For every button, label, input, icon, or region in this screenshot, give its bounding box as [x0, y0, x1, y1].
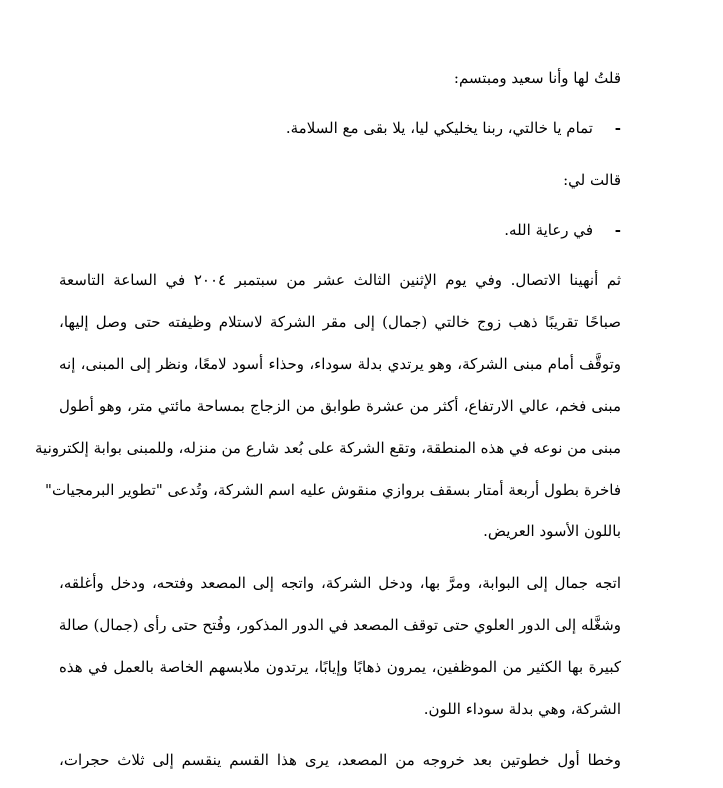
dialogue-line: قالت لي: — [563, 171, 621, 189]
dialogue-bullet: تمام يا خالتي، ربنا يخليكي ليا، يلا بقى مع السلامة. — [285, 119, 593, 137]
paragraph-line: باللون الأسود العريض. — [483, 522, 621, 540]
paragraph-line: اتجه جمال إلى البوابة، ومرَّ بها، ودخل الشركة، واتجه إلى المصعد وفتحه، ودخل وأغلقه، — [59, 574, 621, 592]
paragraph-line: كبيرة بها الكثير من الموظفين، يمرون ذهابًا وإيابًا، يرتدون ملابسهم الخاصة بالعمل في هذه — [59, 658, 621, 676]
bullet-dash: - — [614, 221, 621, 239]
paragraph-line: وشغَّله إلى الدور العلوي حتى توقف المصعد في الدور المذكور، وفُتح حتى رأى (جمال) صالة — [58, 616, 621, 634]
paragraph-line: الشركة، وهي بدلة سوداء اللون. — [423, 700, 621, 718]
paragraph-line: مبنى فخم، عالي الارتفاع، أكثر من عشرة طوابق من الزجاج بمساحة مائتي متر، وهو أطول — [59, 397, 621, 415]
paragraph-line: مبنى من نوعه في هذه المنطقة، وتقع الشركة على بُعد شارع من منزله، وللمبنى بوابة إلكترونية — [35, 439, 621, 457]
paragraph-line: فاخرة بطول أربعة أمتار بسقف بروازي منقوش عليه اسم الشركة، وتُدعى "تطوير البرمجيات" — [45, 481, 621, 499]
paragraph-line: ثم أنهينا الاتصال. وفي يوم الإثنين الثالث عشر من سبتمبر ٢٠٠٤ في الساعة التاسعة — [59, 271, 621, 289]
paragraph-line: وتوقَّف أمام مبنى الشركة، وهو يرتدي بدلة سوداء، وحذاء أسود لامعًا، ونظر إلى المبنى، إنه — [59, 355, 621, 373]
bullet-dash: - — [614, 119, 621, 137]
paragraph-line: وخطا أول خطوتين بعد خروجه من المصعد، يرى هذا القسم ينقسم إلى ثلاث حجرات، — [59, 751, 621, 769]
dialogue-line: قلتُ لها وأنا سعيد ومبتسم: — [453, 69, 621, 87]
paragraph-line: صباحًا تقريبًا ذهب زوج خالتي (جمال) إلى مقر الشركة لاستلام وظيفته حتى وصل إليها، — [59, 313, 621, 331]
dialogue-bullet: في رعاية الله. — [504, 221, 593, 239]
